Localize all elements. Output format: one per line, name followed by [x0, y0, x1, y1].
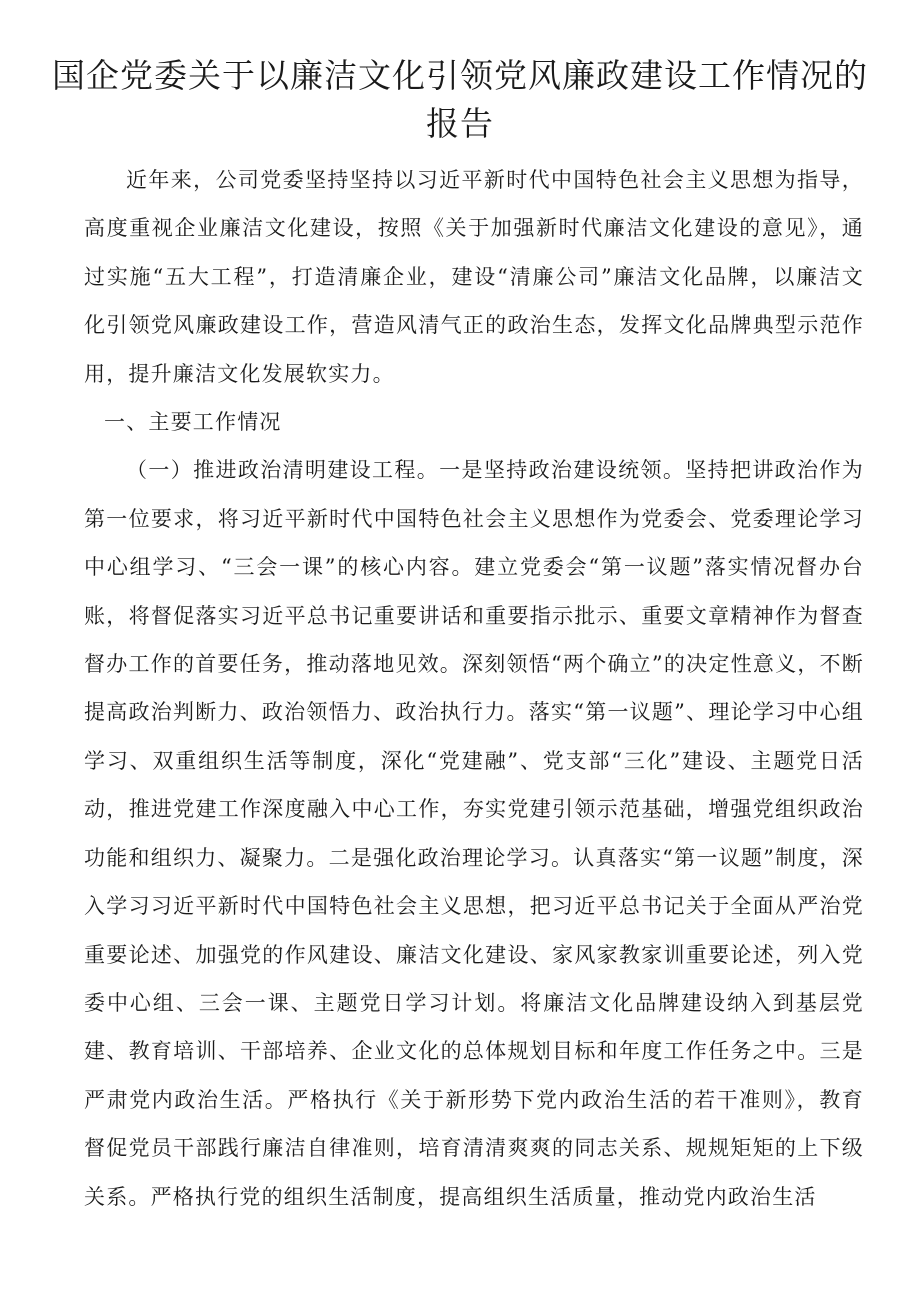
- document-body: [84, 156, 864, 1221]
- document-title: 国企党委关于以廉洁文化引领党风廉政建设工作情况的报告: [52, 56, 868, 143]
- intro-paragraph: 近年来，公司党委坚持坚持以习近平新时代中国特色社会主义思想为指导，高度重视企业廉洁文化建设，按照《关于加强新时代廉洁文化建设的意见》，通过实施“五大工程”，打造清廉企业，建设“清廉公司”廉洁文化品牌，以廉洁文化引领党风廉政建设工作，营造风清气正的政治生态，发挥文化品牌典型示范作用，提升廉洁文化发展软实力。: [84, 168, 864, 386]
- section-heading: 一、主要工作情况: [104, 410, 282, 435]
- subsection-paragraph: （一）推进政治清明建设工程。一是坚持政治建设统领。坚持把讲政治作为第一位要求，将习近平新时代中国特色社会主义思想作为党委会、党委理论学习中心组学习、“三会一课”的核心内容。建立党委会“第一议题”落实情况督办台账，将督促落实习近平总书记重要讲话和重要指示批示、重要文章精神作为督查督办工作的首要任务，推动落地见效。深刻领悟“两个确立”的决定性意义，不断提高政治判断力、政治领悟力、政治执行力。落实“第一议题”、理论学习中心组学习、双重组织生活等制度，深化“党建融”、党支部“三化”建设、主题党日活动，推进党建工作深度融入中心工作，夯实党建引领示范基础，增强党组织政治功能和组织力、凝聚力。二是强化政治理论学习。认真落实“第一议题”制度，深入学习习近平新时代中国特色社会主义思想，把习近平总书记关于全面从严治党重要论述、加强党的作风建设、廉洁文化建设、家风家教家训重要论述，列入党委中心组、三会一课、主题党日学习计划。将廉洁文化品牌建设纳入到基层党建、教育培训、干部培养、企业文化的总体规划目标和年度工作任务之中。三是严肃党内政治生活。严格执行《关于新形势下党内政治生活的若干准则》，教育督促党员干部践行廉洁自律准则，培育清清爽爽的同志关系、规规矩矩的上下级关系。严格执行党的组织生活制度，提高组织生活质量，推动党内政治生活: [84, 458, 864, 1209]
